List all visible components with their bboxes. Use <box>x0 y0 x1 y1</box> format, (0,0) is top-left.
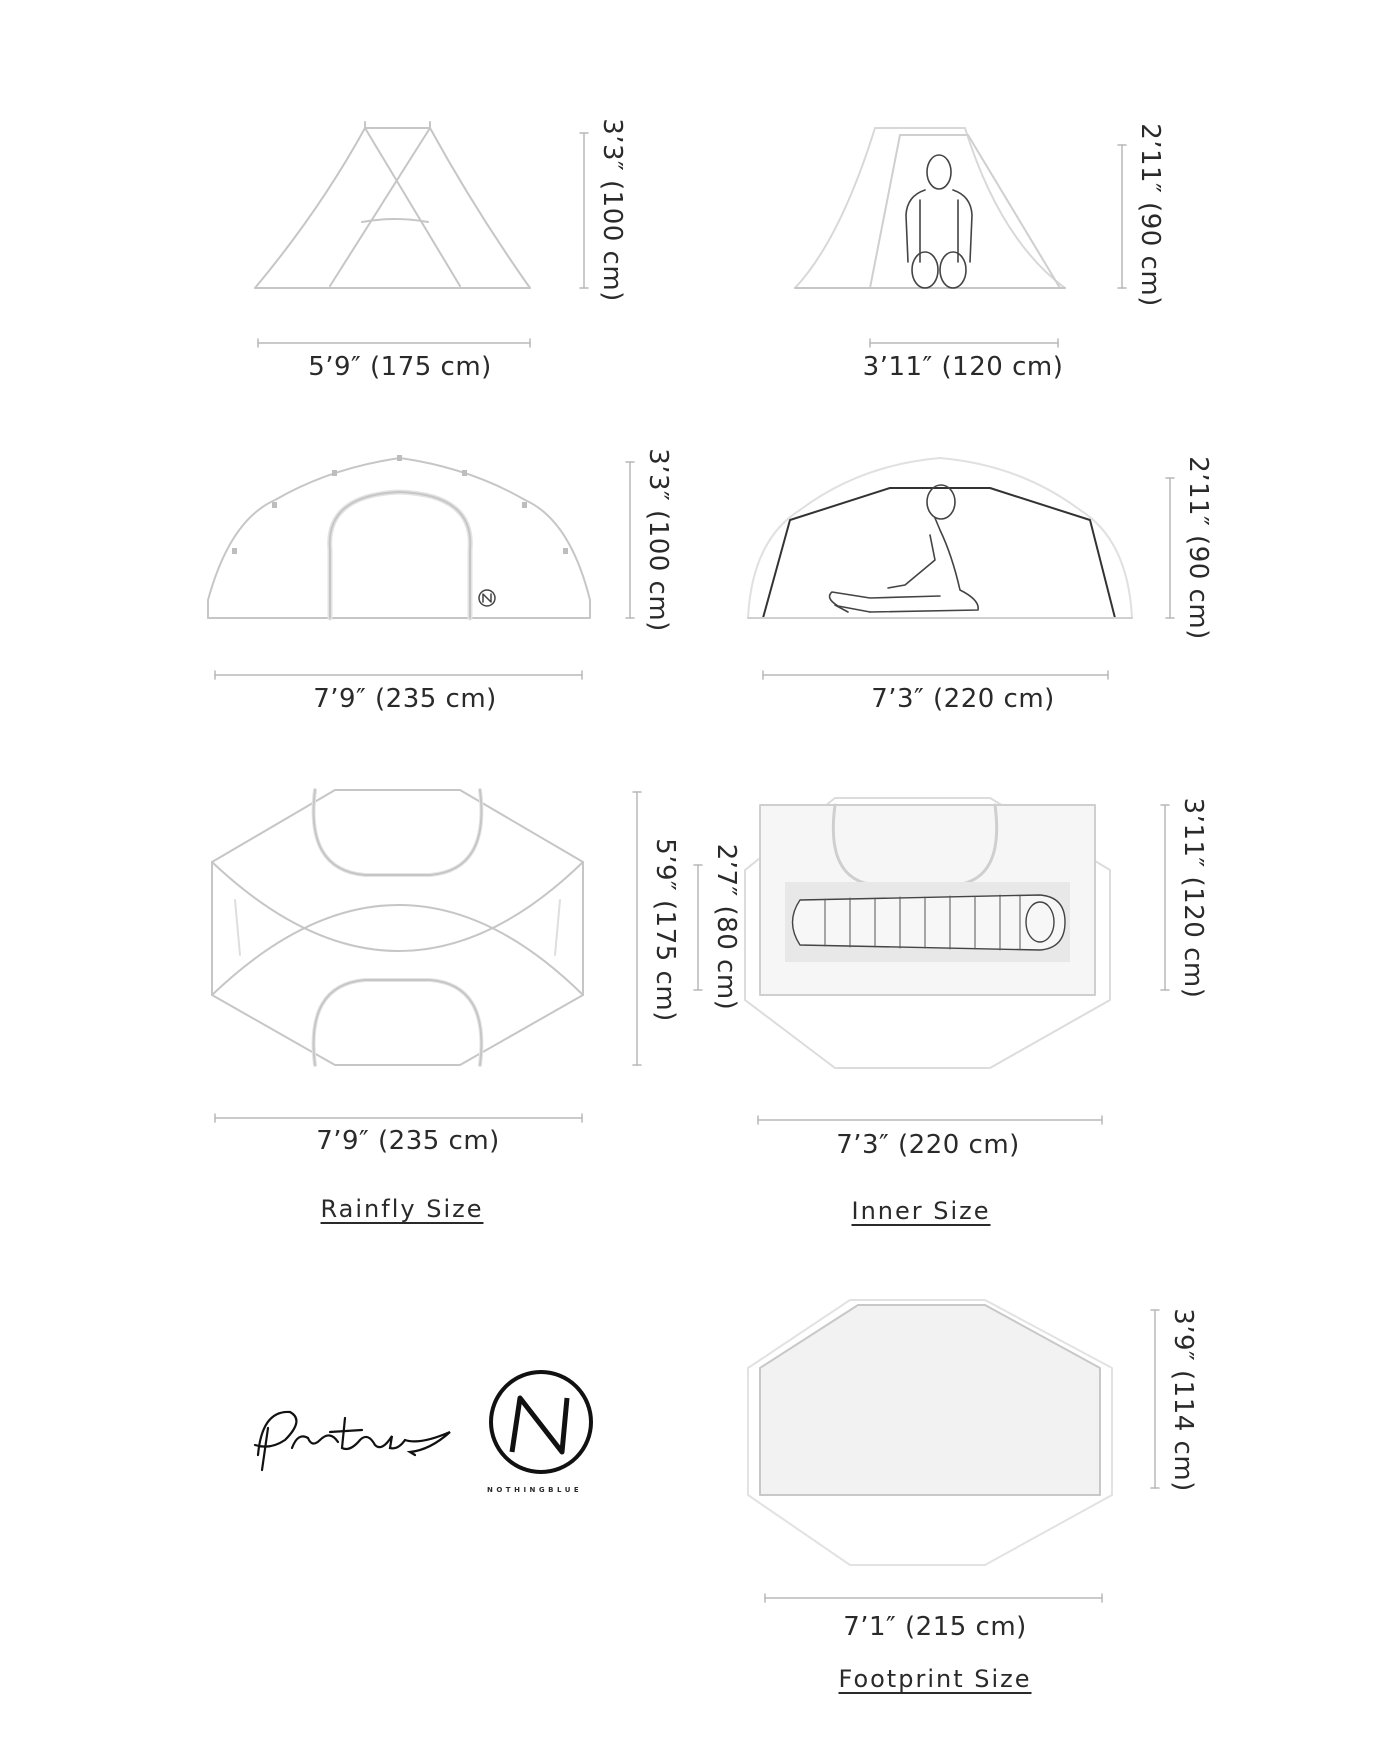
inner-front-height-label: 2’11″ (90 cm) <box>1135 123 1165 307</box>
inner-front-width-label: 3’11″ (120 cm) <box>862 352 1064 382</box>
rainfly-top-view <box>212 790 583 1065</box>
nothingblue-logo-text: NOTHINGBLUE <box>487 1486 583 1494</box>
inner-side-height-label: 2’11″ (90 cm) <box>1183 456 1213 640</box>
rainfly-side-height-label: 3’3″ (100 cm) <box>643 448 673 632</box>
inner-size-caption: Inner Size <box>851 1197 991 1225</box>
rainfly-front-height-label: 3’3″ (100 cm) <box>597 118 627 302</box>
inner-top-width-label: 7’3″ (220 cm) <box>836 1130 1020 1160</box>
inner-side-view <box>748 458 1132 618</box>
rainfly-side-width-label: 7’9″ (235 cm) <box>313 684 497 714</box>
rainfly-top-width-label: 7’9″ (235 cm) <box>316 1126 500 1156</box>
footprint-size-caption: Footprint Size <box>838 1665 1032 1693</box>
nothingblue-badge-icon <box>479 590 495 606</box>
inner-top-depth-label: 3’11″ (120 cm) <box>1178 797 1208 999</box>
pretents-signature-logo <box>255 1412 450 1470</box>
rainfly-size-caption: Rainfly Size <box>320 1195 484 1223</box>
rainfly-front-view <box>255 122 530 288</box>
footprint-depth-label: 3’9″ (114 cm) <box>1168 1308 1198 1492</box>
footprint-width-label: 7’1″ (215 cm) <box>843 1612 1027 1642</box>
inner-front-view <box>795 128 1065 288</box>
person-sitting-side-icon <box>830 485 979 612</box>
footprint-view <box>748 1300 1112 1565</box>
rainfly-top-depth-label: 5’9″ (175 cm) <box>650 838 680 1022</box>
person-sitting-front-icon <box>906 155 972 288</box>
inner-side-width-label: 7’3″ (220 cm) <box>871 684 1055 714</box>
nothingblue-circle-logo <box>491 1372 591 1472</box>
rainfly-side-view <box>208 455 590 618</box>
rainfly-front-width-label: 5’9″ (175 cm) <box>308 352 492 382</box>
sleeping-bag-icon <box>785 882 1070 962</box>
inner-top-pad-width-label: 2’7″ (80 cm) <box>711 843 741 1011</box>
